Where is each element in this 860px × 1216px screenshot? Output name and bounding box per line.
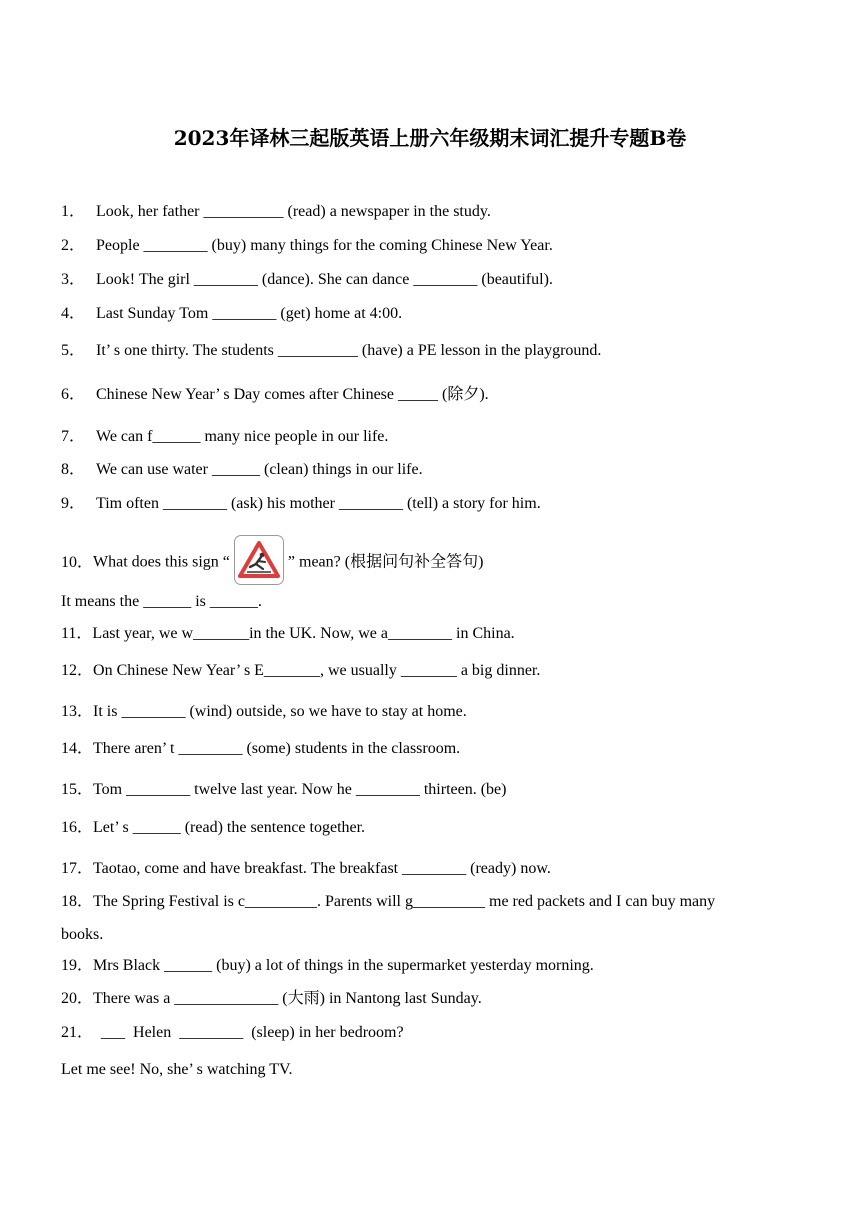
- question-11: [61, 624, 801, 644]
- question-14: [61, 739, 801, 759]
- question-number: 14．: [61, 740, 94, 757]
- question-text: People ________ (buy) many things for the coming Chinese New Year.: [96, 237, 553, 254]
- question-number: 4．: [61, 305, 86, 322]
- question-number: 9．: [61, 495, 86, 512]
- page-title: 2023年译林三起版英语上册六年级期末词汇提升专题B卷: [173, 126, 687, 150]
- question-text: Tom ________ twelve last year. Now he ________ thirteen. (be): [93, 781, 507, 798]
- question-8: [61, 460, 801, 480]
- question-text: Mrs Black ______ (buy) a lot of things in the supermarket yesterday morning.: [93, 957, 594, 974]
- question-21-answer-line: [61, 1060, 801, 1080]
- question-number: 13．: [61, 703, 94, 720]
- question-number: 15．: [61, 781, 94, 798]
- question-2: [61, 236, 801, 256]
- question-13: [61, 702, 801, 722]
- question-number: 20．: [61, 990, 94, 1007]
- question-text-after: ” mean? (根据问句补全答句): [287, 553, 484, 571]
- question-9: [61, 494, 801, 514]
- question-text: The Spring Festival is c_________. Parents will g_________ me red packets and I can buy many: [93, 893, 716, 910]
- question-text: It means the ______ is ______.: [61, 593, 262, 610]
- question-number: 21．: [61, 1024, 94, 1041]
- question-number: 12．: [61, 662, 94, 679]
- question-7: [61, 427, 801, 447]
- question-text: Last Sunday Tom ________ (get) home at 4:00.: [96, 305, 403, 322]
- question-21: [61, 1023, 801, 1043]
- question-4: [61, 304, 801, 324]
- question-number: 6．: [61, 386, 86, 403]
- question-number: 8．: [61, 461, 86, 478]
- question-number: 5．: [61, 342, 86, 359]
- question-text: books.: [61, 926, 104, 943]
- question-10: [61, 538, 801, 588]
- question-text: On Chinese New Year’ s E_______, we usually _______ a big dinner.: [93, 662, 541, 679]
- question-number: 11．: [61, 625, 93, 642]
- question-6: [61, 385, 801, 405]
- slippery-floor-warning-sign-icon: [234, 535, 284, 585]
- question-text: Look! The girl ________ (dance). She can dance ________ (beautiful).: [96, 271, 553, 288]
- question-number: 18．: [61, 893, 94, 910]
- question-text: There aren’ t ________ (some) students in the classroom.: [93, 740, 461, 757]
- question-20: [61, 989, 801, 1009]
- question-text: ___ Helen ________ (sleep) in her bedroom?: [93, 1024, 404, 1041]
- question-number: 10．: [61, 553, 94, 571]
- question-1: [61, 202, 801, 222]
- question-text: Look, her father __________ (read) a newspaper in the study.: [96, 203, 491, 220]
- question-text: It is ________ (wind) outside, so we have to stay at home.: [93, 703, 467, 720]
- question-text: Chinese New Year’ s Day comes after Chinese _____ (除夕).: [96, 386, 489, 403]
- question-text-before: What does this sign “: [93, 553, 230, 571]
- question-number: 16．: [61, 819, 94, 836]
- question-12: [61, 661, 801, 681]
- question-text: Let me see! No, she’ s watching TV.: [61, 1061, 293, 1078]
- question-number: 3．: [61, 271, 86, 288]
- question-15: [61, 780, 801, 800]
- question-10-answer-line: [61, 592, 801, 612]
- question-18: [61, 892, 801, 912]
- question-16: [61, 818, 801, 838]
- question-17: [61, 859, 801, 879]
- question-text: We can f______ many nice people in our life.: [96, 428, 389, 445]
- question-text: Tim often ________ (ask) his mother ________ (tell) a story for him.: [96, 495, 541, 512]
- question-text: There was a _____________ (大雨) in Nantong last Sunday.: [93, 990, 482, 1007]
- question-text: Last year, we w_______in the UK. Now, we a________ in China.: [92, 625, 515, 642]
- question-19: [61, 956, 801, 976]
- question-5: [61, 341, 801, 361]
- question-text: We can use water ______ (clean) things in our life.: [96, 461, 423, 478]
- question-3: [61, 270, 801, 290]
- question-number: 2．: [61, 237, 86, 254]
- question-number: 19．: [61, 957, 94, 974]
- question-number: 1．: [61, 203, 86, 220]
- question-text: It’ s one thirty. The students __________ (have) a PE lesson in the playground.: [96, 342, 602, 359]
- question-text: Let’ s ______ (read) the sentence together.: [93, 819, 366, 836]
- question-text: Taotao, come and have breakfast. The breakfast ________ (ready) now.: [93, 860, 551, 877]
- question-18-continuation: [61, 925, 801, 945]
- question-number: 17．: [61, 860, 94, 877]
- question-number: 7．: [61, 428, 86, 445]
